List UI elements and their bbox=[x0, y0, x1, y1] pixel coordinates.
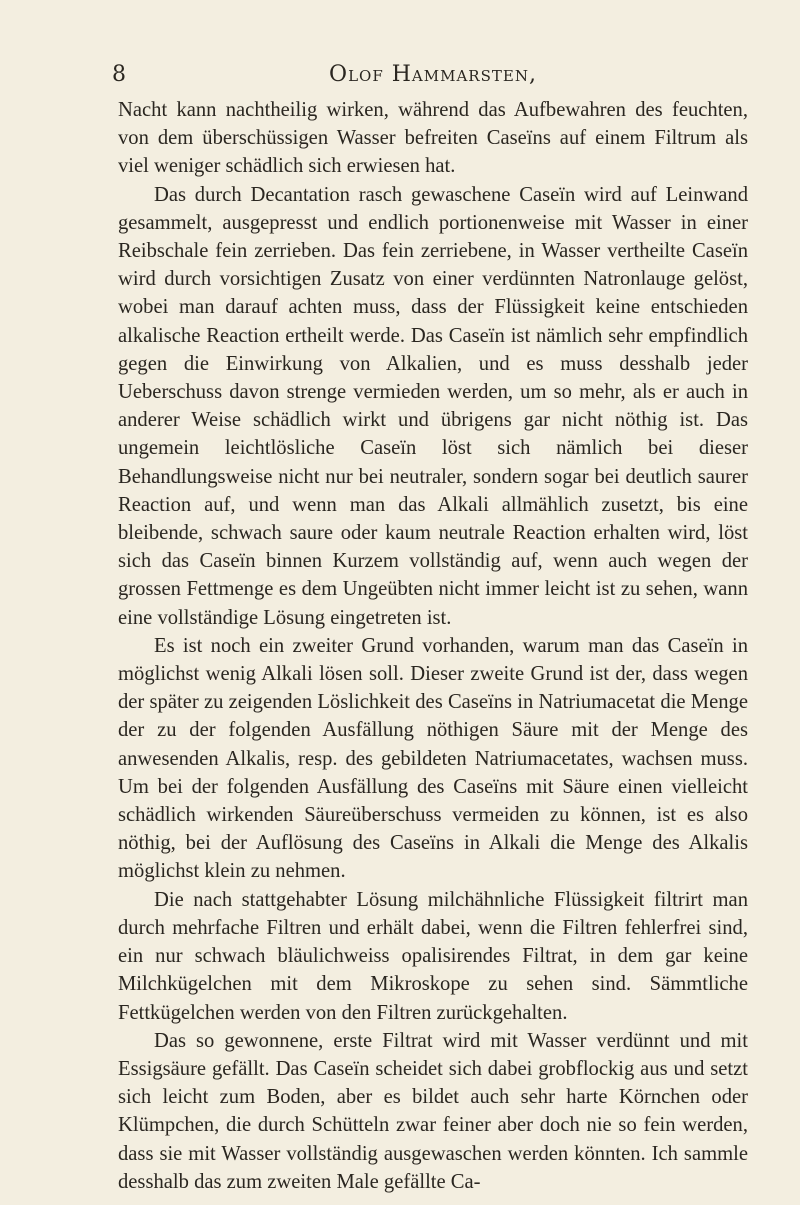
page-header bbox=[112, 60, 748, 90]
book-page bbox=[112, 60, 748, 1196]
page-number: 8 bbox=[112, 62, 126, 87]
paragraph-2: Das durch Decantation rasch gewaschene Caseïn wird auf Leinwand gesammelt, ausgepresst und endlich portionenweise mit Wasser in einer Reibschale fein zerrieben. Das fein zerriebene, in Wasser vertheilte Caseïn wird durch vorsichtigen Zusatz von einer verdünnten Natronlauge gelöst, wobei man darauf achten muss, dass der Flüssigkeit keine entschieden alkalische Reaction ertheilt werde. Das Caseïn ist nämlich sehr empfindlich gegen die Einwirkung von Alkalien, und es muss desshalb jeder Ueberschuss davon strenge vermieden werden, um so mehr, als er auch in anderer Weise schädlich wirkt und übrigens gar nicht nöthig ist. Das ungemein leichtlösliche Caseïn löst sich nämlich bei dieser Behandlungsweise nicht nur bei neutraler, sondern sogar bei deutlich saurer Reaction auf, und wenn man das Alkali allmählich zusetzt, bis eine bleibende, schwach saure oder kaum neutrale Reaction erhalten wird, löst sich das Caseïn binnen Kurzem vollständig auf, wenn auch wegen der grossen Fettmenge es dem Ungeübten nicht immer leicht ist zu sehen, wann eine vollständige Lösung eingetreten ist. bbox=[118, 183, 748, 629]
body-text bbox=[118, 96, 748, 1196]
running-head: Olof Hammarsten, bbox=[329, 62, 537, 87]
paragraph-1: Nacht kann nachtheilig wirken, während das Aufbewahren des feuchten, von dem überschüssigen Wasser befreiten Caseïns auf einem Filtrum als viel weniger schädlich sich erwiesen hat. bbox=[118, 99, 748, 178]
paragraph-3: Es ist noch ein zweiter Grund vorhanden, warum man das Caseïn in möglichst wenig Alkali lösen soll. Dieser zweite Grund ist der, dass wegen der später zu zeigenden Löslichkeit des Caseïns in Natriumacetat die Menge der zu der folgenden Ausfällung nöthigen Säure mit der Menge des anwesenden Alkalis, resp. des gebildeten Natriumacetates, wachsen muss. Um bei der folgenden Ausfällung des Caseïns mit Säure einen vielleicht schädlich wirkenden Säureüberschuss vermeiden zu können, ist es also nöthig, bei der Auflösung des Caseïns in Alkali die Menge des Alkalis möglichst klein zu nehmen. bbox=[118, 634, 748, 883]
paragraph-4: Die nach stattgehabter Lösung milchähnliche Flüssigkeit filtrirt man durch mehrfache Filtren und erhält dabei, wenn die Filtren fehlerfrei sind, ein nur schwach bläulichweiss opalisirendes Filtrat, in dem gar keine Milchkügelchen mit dem Mikroskope zu sehen sind. Sämmtliche Fettkügelchen werden von den Filtren zurückgehalten. bbox=[118, 888, 748, 1024]
paragraph-5: Das so gewonnene, erste Filtrat wird mit Wasser verdünnt und mit Essigsäure gefällt. Das Caseïn scheidet sich dabei grobflockig aus und setzt sich leicht zum Boden, aber es bildet auch sehr harte Körnchen oder Klümpchen, die durch Schütteln zwar feiner aber doch nie so fein werden, dass sie mit Wasser vollständig ausgewaschen werden könnten. Ich sammle desshalb das zum zweiten Male gefällte Ca- bbox=[118, 1029, 748, 1193]
